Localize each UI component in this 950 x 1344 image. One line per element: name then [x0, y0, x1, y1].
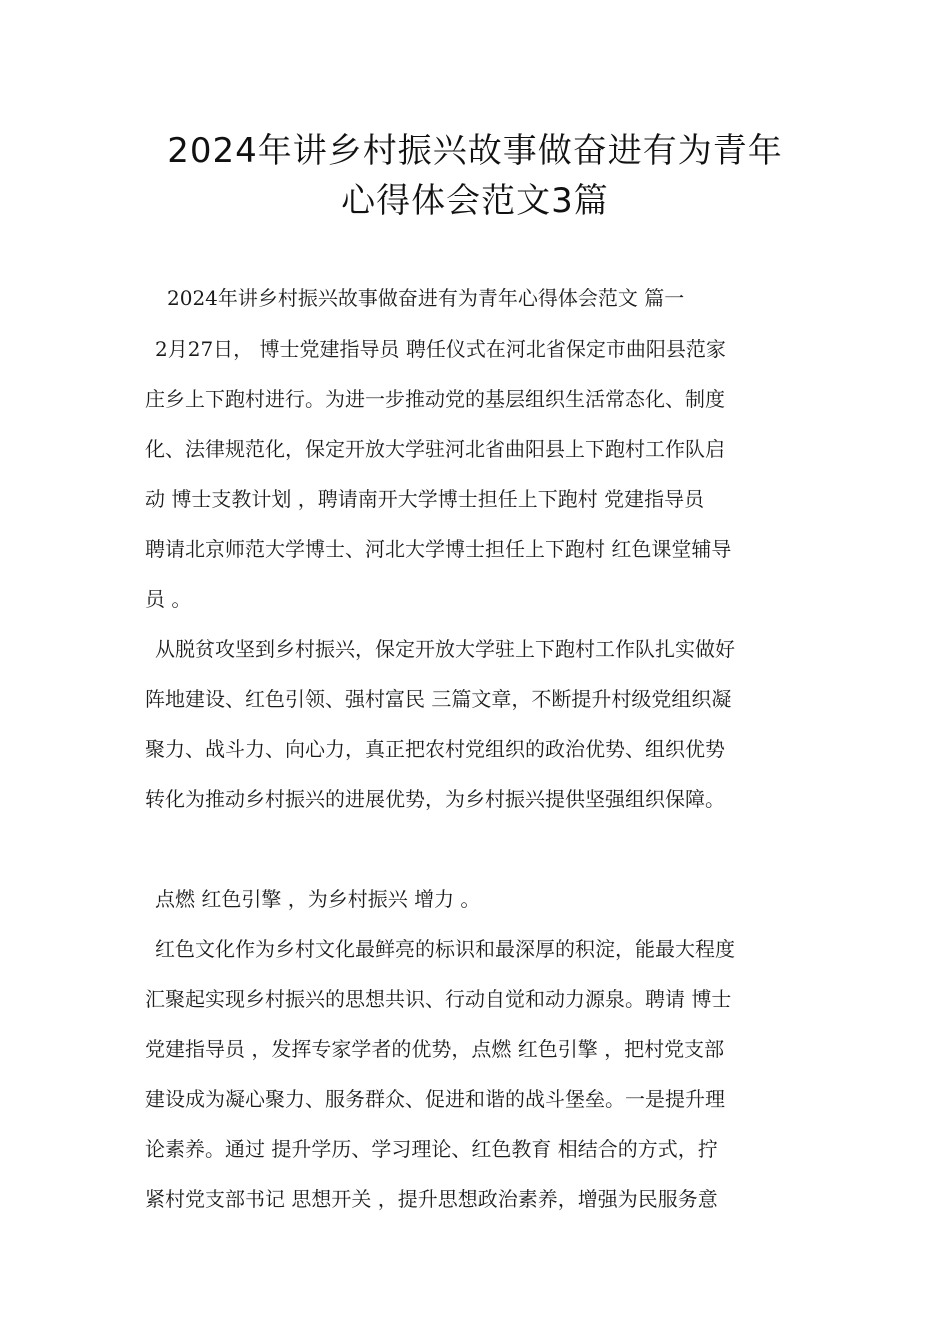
title-line-1: 2024年讲乡村振兴故事做奋进有为青年 — [167, 131, 783, 171]
paragraph-line: 建设成为凝心聚力、服务群众、促进和谐的战斗堡垒。一是提升理 — [145, 1087, 725, 1111]
paragraph-line: 员 。 — [145, 587, 192, 611]
document-title — [120, 126, 830, 226]
paragraph-line: 论素养。通过 提升学历、学习理论、红色教育 相结合的方式，拧 — [145, 1137, 718, 1161]
paragraph-line: 从脱贫攻坚到乡村振兴，保定开放大学驻上下跑村工作队扎实做好 — [155, 637, 735, 661]
paragraph-line: 党建指导员 ，发挥专家学者的优势，点燃 红色引擎 ，把村党支部 — [145, 1037, 725, 1061]
paragraph-line: 庄乡上下跑村进行。为进一步推动党的基层组织生活常态化、制度 — [145, 387, 725, 411]
paragraph-line: 汇聚起实现乡村振兴的思想共识、行动自觉和动力源泉。聘请 博士 — [145, 987, 732, 1011]
paragraph-line: 化、法律规范化，保定开放大学驻河北省曲阳县上下跑村工作队启 — [145, 437, 725, 461]
paragraph-line: 聚力、战斗力、向心力，真正把农村党组织的政治优势、组织优势 — [145, 737, 725, 761]
paragraph-line: 2月27日， 博士党建指导员 聘任仪式在河北省保定市曲阳县范家 — [155, 337, 726, 361]
paragraph-line: 动 博士支教计划 ，聘请南开大学博士担任上下跑村 党建指导员 — [145, 487, 705, 511]
paragraph-line: 红色文化作为乡村文化最鲜亮的标识和最深厚的积淀，能最大程度 — [155, 937, 735, 961]
subheading-line: 点燃 红色引擎 ，为乡村振兴 增力 。 — [155, 887, 481, 911]
title-line-2: 心得体会范文3篇 — [341, 181, 609, 221]
paragraph-line: 阵地建设、红色引领、强村富民 三篇文章，不断提升村级党组织凝 — [145, 687, 732, 711]
section-heading: 2024年讲乡村振兴故事做奋进有为青年心得体会范文 篇一 — [167, 286, 685, 310]
paragraph-line: 紧村党支部书记 思想开关 ，提升思想政治素养，增强为民服务意 — [145, 1187, 718, 1211]
paragraph-line: 转化为推动乡村振兴的进展优势，为乡村振兴提供坚强组织保障。 — [145, 787, 725, 811]
paragraph-line: 聘请北京师范大学博士、河北大学博士担任上下跑村 红色课堂辅导 — [145, 537, 732, 561]
